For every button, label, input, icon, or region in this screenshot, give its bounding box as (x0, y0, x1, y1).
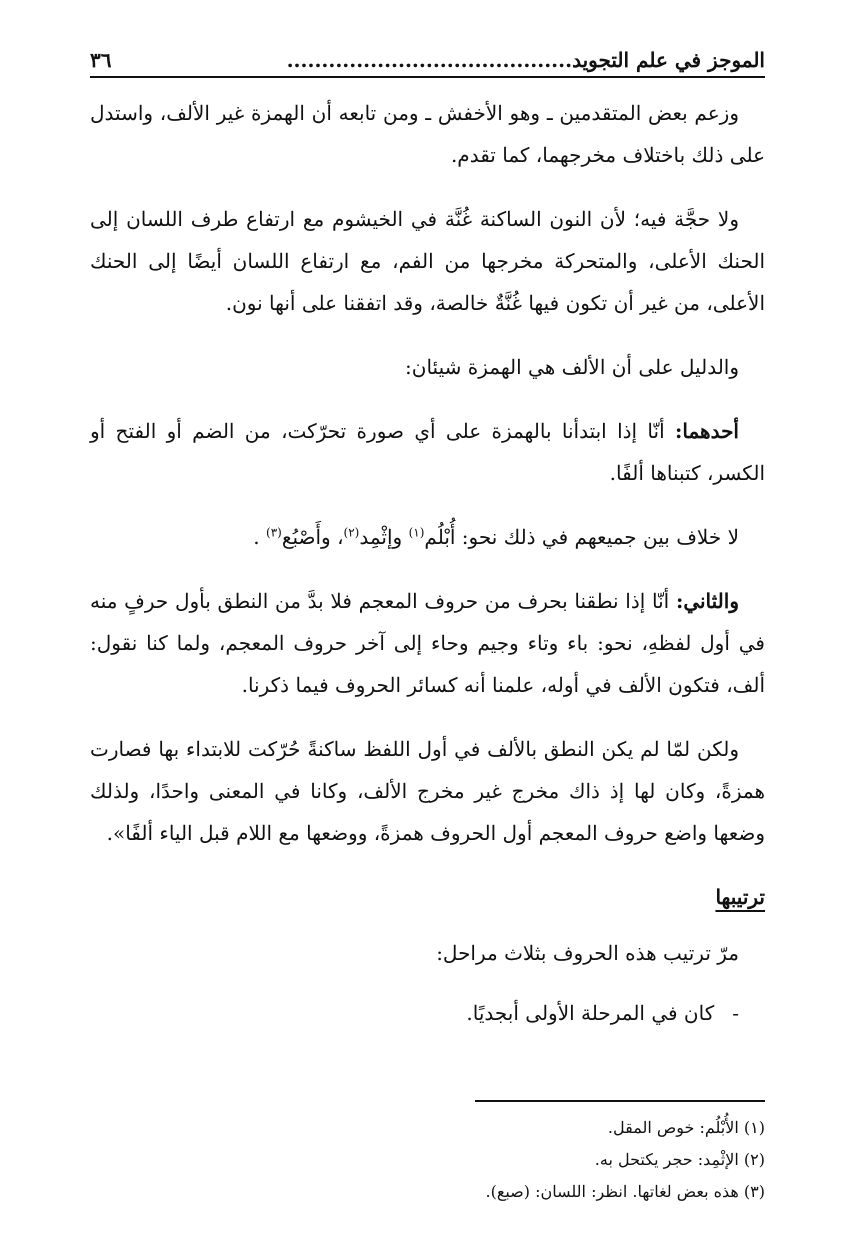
bullet-dash: - (732, 1001, 739, 1025)
first-proof-text: أنّا إذا ابتدأنا بالهمزة على أي صورة تحرّكت، من الضم أو الفتح أو الكسر، كتبناها ألفًا. (90, 419, 765, 485)
first-proof-lead: أحدهما: (674, 419, 739, 443)
second-proof-text: أنّا إذا نطقنا بحرف من حروف المعجم فلا بدَّ من النطق بأول حرفٍ منه في أول لفظهِ، نحو: باء وتاء وجيم وحاء إلى آخر حروف المعجم، ولما كنا نقول: ألف، فتكون الألف في أوله، علمنا أنه كسائر الحروف فيما ذكرنا. (90, 589, 765, 697)
example-ithmid: وإثْمِد (359, 525, 409, 549)
running-header (90, 30, 765, 78)
examples-end: . (253, 525, 266, 549)
footnote-ref-1: (١) (408, 525, 425, 540)
list-item (90, 992, 765, 1034)
section-intro: مرّ ترتيب هذه الحروف بثلاث مراحل: (436, 941, 739, 965)
footnote-ref-3: (٣) (266, 525, 282, 540)
paragraph-hamza: ولكن لمّا لم يكن النطق بالألف في أول اللفظ ساكنةً حُرّكت للابتداء بها فصارت همزةً، وكان لها إذ ذاك مخرج غير مخرج الألف، وكانا في المعنى واحدًا، ولذلك وضعها واضع حروف المعجم أول الحروف همزةً، ووضعها مع اللام قبل الياء ألفًا». (90, 737, 765, 845)
footnotes (90, 1112, 765, 1208)
section-heading: ترتيبها (715, 885, 765, 909)
example-asbu: ، وأَصْبُع (281, 525, 344, 549)
paragraph-evidence: والدليل على أن الألف هي الهمزة شيئان: (405, 355, 739, 379)
example-ublum: أُبْلُم (424, 525, 456, 549)
second-proof-lead: والثاني: (675, 589, 739, 613)
paragraph-first-proof (90, 410, 765, 494)
footnote-ref-2: (٢) (343, 525, 360, 540)
footnote-1: (١) الأُبْلُم: خوص المقل. (607, 1118, 765, 1137)
main-text (90, 92, 765, 1034)
list-item-text: كان في المرحلة الأولى أبجديًا. (466, 1001, 715, 1025)
examples-line (90, 516, 765, 558)
footnote-separator (475, 1100, 765, 1102)
footnote-2: (٢) الإثْمِد: حجر يكتحل به. (594, 1150, 765, 1169)
paragraph-nun: ولا حجَّة فيه؛ لأن النون الساكنة غُنَّة في الخيشوم مع ارتفاع طرف اللسان إلى الحنك الأعلى، والمتحركة مخرجها من الفم، مع ارتفاع اللسان أيضًا إلى الحنك الأعلى، من غير أن تكون فيها غُنَّةٌ خالصة، وقد اتفقنا على أنها نون. (90, 207, 765, 315)
footnote-3: (٣) هذه بعض لغاتها. انظر: اللسان: (صبع). (485, 1182, 765, 1201)
examples-intro: لا خلاف بين جميعهم في ذلك نحو: (455, 525, 739, 549)
paragraph-akhfash: وزعم بعض المتقدمين ـ وهو الأخفش ـ ومن تابعه أن الهمزة غير الألف، واستدل على ذلك باختلاف مخرجهما، كما تقدم. (90, 101, 765, 167)
paragraph-second-proof (90, 580, 765, 706)
book-page (90, 30, 765, 1210)
running-title: الموجز في علم التجويد......................................... (286, 48, 765, 72)
page-number: ٣٦ (90, 48, 112, 72)
